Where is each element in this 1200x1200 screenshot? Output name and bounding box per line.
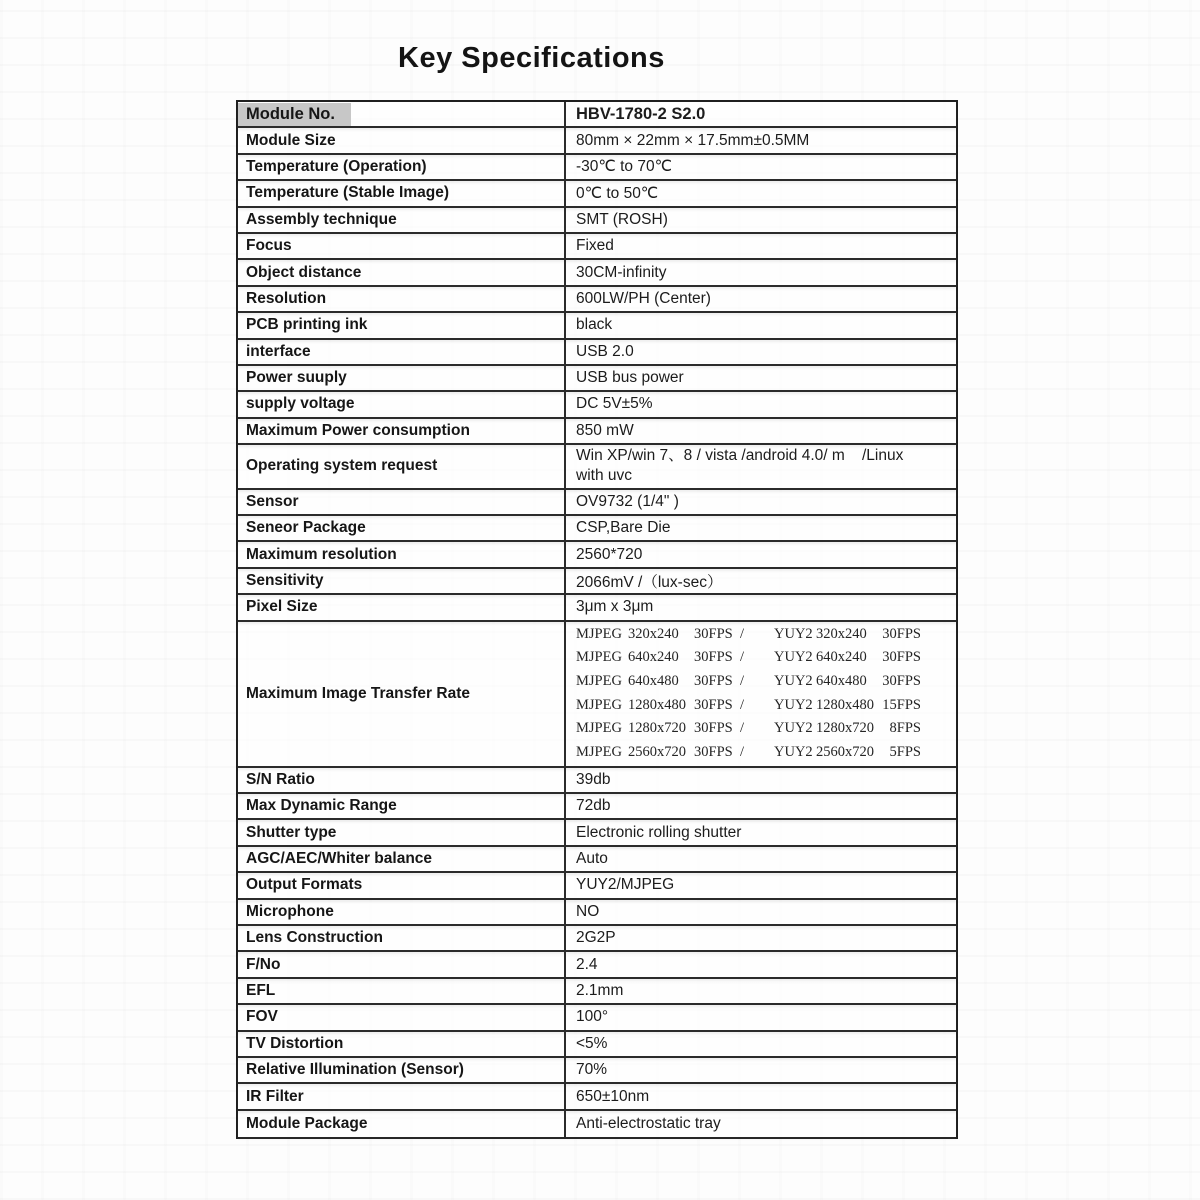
os-line-2: with uvc	[576, 467, 632, 485]
spec-row-resolution	[238, 287, 956, 313]
spec-value: 2.1mm	[576, 981, 624, 999]
spec-row-sn-ratio	[238, 768, 956, 794]
spec-row-lens-construction	[238, 926, 956, 952]
spec-label: Seneor Package	[238, 516, 566, 540]
spec-label: IR Filter	[238, 1084, 566, 1108]
spec-label: Module Package	[238, 1111, 566, 1137]
spec-label: Object distance	[238, 260, 566, 284]
spec-row-efl	[238, 979, 956, 1005]
spec-label: Module Size	[238, 128, 566, 152]
spec-label: Shutter type	[238, 820, 566, 844]
spec-value: 100°	[576, 1008, 609, 1026]
spec-value: 3μm x 3μm	[576, 598, 654, 616]
spec-label: EFL	[238, 979, 566, 1003]
spec-row-module-package	[238, 1111, 956, 1137]
transfer-rate-list	[576, 622, 921, 766]
spec-value: DC 5V±5%	[576, 395, 653, 413]
spec-row-module-size	[238, 128, 956, 154]
spec-row-module-no	[238, 102, 956, 128]
spec-row-os-request	[238, 445, 956, 490]
spec-label: Max Dynamic Range	[238, 794, 566, 818]
spec-label	[238, 102, 566, 126]
spec-row-focus	[238, 234, 956, 260]
highlighted-label: Module No.	[238, 103, 351, 126]
spec-value: 2G2P	[576, 929, 616, 947]
spec-value: 0℃ to 50℃	[576, 184, 659, 202]
spec-label: Maximum Power consumption	[238, 419, 566, 443]
spec-value: Fixed	[576, 237, 614, 255]
spec-label: Pixel Size	[238, 595, 566, 619]
spec-label: Temperature (Stable Image)	[238, 181, 566, 205]
spec-row-max-power	[238, 419, 956, 445]
spec-label: Lens Construction	[238, 926, 566, 950]
spec-value: OV9732 (1/4" )	[576, 492, 679, 510]
spec-value: CSP,Bare Die	[576, 519, 671, 537]
spec-label: Focus	[238, 234, 566, 258]
spec-value: 650±10nm	[576, 1087, 650, 1105]
spec-label: Operating system request	[238, 445, 566, 488]
spec-label: Power suuply	[238, 366, 566, 390]
spec-label: Temperature (Operation)	[238, 155, 566, 179]
spec-row-temp-stable	[238, 181, 956, 207]
spec-label: Maximum resolution	[238, 542, 566, 566]
spec-value: USB 2.0	[576, 342, 634, 360]
spec-row-agc-aec-wb	[238, 847, 956, 873]
os-line-1: Win XP/win 7、8 / vista /android 4.0/ m /Linux	[576, 447, 904, 465]
spec-value: 850 mW	[576, 421, 634, 439]
spec-label: Sensitivity	[238, 569, 566, 593]
spec-value: 600LW/PH (Center)	[576, 289, 711, 307]
spec-row-fov	[238, 1005, 956, 1031]
transfer-rate-line: MJPEG 1280x720 30FPS / YUY2 1280x720 8FPS	[576, 720, 921, 737]
spec-value: NO	[576, 902, 600, 920]
spec-row-object-distance	[238, 260, 956, 286]
spec-value: Auto	[576, 849, 608, 867]
spec-value: Anti-electrostatic tray	[576, 1114, 721, 1132]
spec-value: USB bus power	[576, 369, 684, 387]
spec-label: Resolution	[238, 287, 566, 311]
spec-label: Sensor	[238, 490, 566, 514]
spec-value: Electronic rolling shutter	[576, 823, 742, 841]
spec-row-pixel-size	[238, 595, 956, 621]
spec-label: FOV	[238, 1005, 566, 1029]
spec-row-max-resolution	[238, 542, 956, 568]
spec-row-output-formats	[238, 873, 956, 899]
spec-row-sensor-package	[238, 516, 956, 542]
spec-row-microphone	[238, 900, 956, 926]
spec-value: <5%	[576, 1034, 608, 1052]
transfer-rate-line: MJPEG 640x240 30FPS / YUY2 640x240 30FPS	[576, 649, 921, 666]
transfer-rate-line: MJPEG 2560x720 30FPS / YUY2 2560x720 5FPS	[576, 743, 921, 760]
page-title: Key Specifications	[398, 42, 665, 74]
spec-value: 2.4	[576, 955, 598, 973]
spec-label: S/N Ratio	[238, 768, 566, 792]
spec-label: Assembly technique	[238, 208, 566, 232]
spec-value: black	[576, 316, 613, 334]
spec-label: Maximum Image Transfer Rate	[238, 622, 566, 766]
spec-value: 2560*720	[576, 545, 643, 563]
spec-row-temp-operation	[238, 155, 956, 181]
spec-row-supply-voltage	[238, 392, 956, 418]
spec-row-ir-filter	[238, 1084, 956, 1110]
spec-value: 80mm × 22mm × 17.5mm±0.5MM	[576, 131, 810, 149]
spec-row-pcb-ink	[238, 313, 956, 339]
spec-row-assembly	[238, 208, 956, 234]
spec-value	[566, 622, 956, 766]
spec-row-fno	[238, 952, 956, 978]
spec-label: AGC/AEC/Whiter balance	[238, 847, 566, 871]
spec-label: Output Formats	[238, 873, 566, 897]
spec-row-tv-distortion	[238, 1032, 956, 1058]
spec-label: F/No	[238, 952, 566, 976]
spec-row-sensitivity	[238, 569, 956, 595]
spec-row-interface	[238, 340, 956, 366]
spec-value	[566, 445, 956, 488]
spec-label: Microphone	[238, 900, 566, 924]
spec-value: -30℃ to 70℃	[576, 158, 672, 176]
spec-value: 70%	[576, 1061, 608, 1079]
spec-value: 2066mV /（lux-sec）	[576, 574, 723, 592]
transfer-rate-line: MJPEG 320x240 30FPS / YUY2 320x240 30FPS	[576, 625, 921, 642]
spec-value: 30CM-infinity	[576, 263, 667, 281]
transfer-rate-line: MJPEG 1280x480 30FPS / YUY2 1280x480 15FPS	[576, 696, 921, 713]
spec-label: TV Distortion	[238, 1032, 566, 1056]
spec-label: supply voltage	[238, 392, 566, 416]
spec-row-sensor	[238, 490, 956, 516]
spec-value: YUY2/MJPEG	[576, 876, 675, 894]
transfer-rate-line: MJPEG 640x480 30FPS / YUY2 640x480 30FPS	[576, 673, 921, 690]
spec-row-shutter-type	[238, 820, 956, 846]
spec-value: 39db	[576, 770, 611, 788]
spec-value: HBV-1780-2 S2.0	[576, 104, 706, 123]
spec-label: Relative Illumination (Sensor)	[238, 1058, 566, 1082]
spec-table	[236, 100, 958, 1139]
spec-row-dynamic-range	[238, 794, 956, 820]
spec-value: 72db	[576, 797, 611, 815]
spec-row-relative-illumination	[238, 1058, 956, 1084]
spec-label: PCB printing ink	[238, 313, 566, 337]
spec-row-transfer-rate	[238, 622, 956, 768]
spec-label: interface	[238, 340, 566, 364]
spec-value: SMT (ROSH)	[576, 210, 668, 228]
spec-row-power-supply	[238, 366, 956, 392]
